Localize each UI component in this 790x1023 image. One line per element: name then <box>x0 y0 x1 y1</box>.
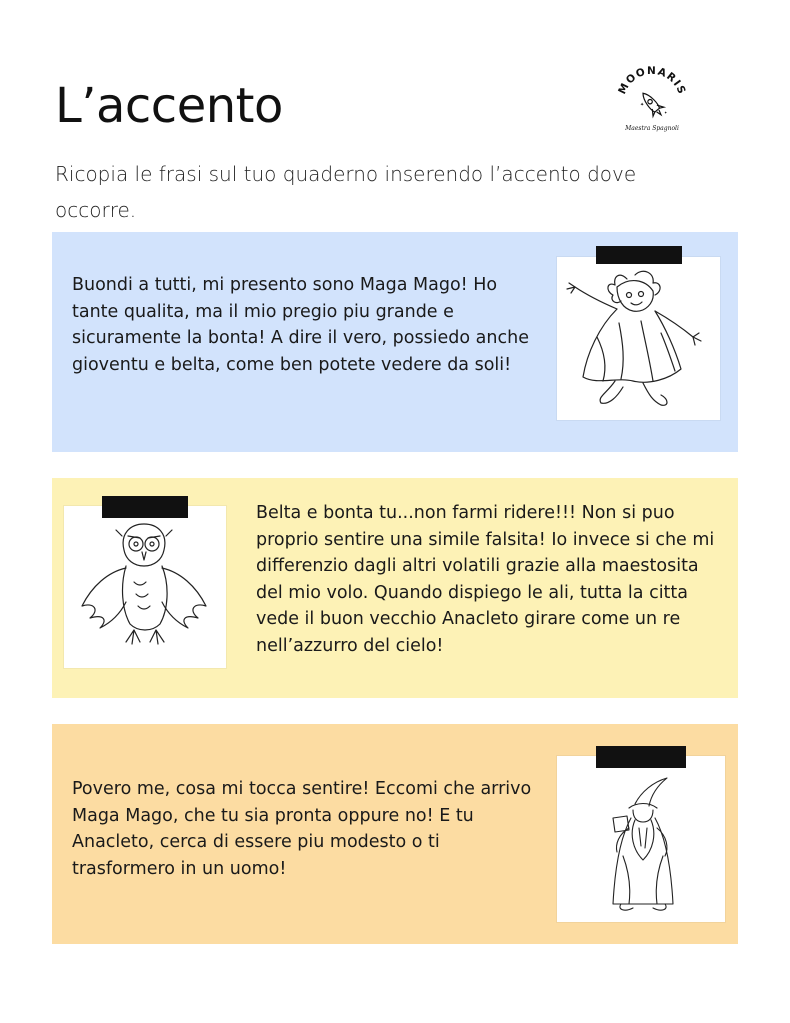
svg-text:✦: ✦ <box>640 102 645 108</box>
exercise-text-2: Belta e bonta tu...non farmi ridere!!! Non si puo proprio sentire una simile falsita! Io invece si che mi differenzio dagli altri volatili grazie alla maestosita del mio volo. Quando dispiego le ali, tutta la citta vede il buon vecchio Anacleto girare come un re nell’azzurro del cielo! <box>256 503 715 656</box>
tape-strip <box>596 246 682 264</box>
exercise-card-3 <box>52 724 738 944</box>
tape-strip <box>102 496 188 518</box>
moonaris-logo <box>612 62 692 134</box>
exercise-text-1: Buondi a tutti, mi presento sono Maga Mago! Ho tante qualita, ma il mio pregio piu grande e sicuramente la bonta! A dire il vero, possiedo anche gioventu e belta, come ben potete vedere da soli! <box>72 275 529 375</box>
svg-text:MOONARIS <box>616 65 688 97</box>
exercise-text-3: Povero me, cosa mi tocca sentire! Eccomi che arrivo Maga Mago, che tu sia pronta oppure no! E tu Anacleto, cerca di essere piu modesto o ti trasformero in un uomo! <box>72 779 532 879</box>
owl-illustration <box>64 506 226 668</box>
instructions-text: Ricopia le frasi sul tuo quaderno inserendo l’accento dove occorre. <box>55 162 637 222</box>
logo-brand: MOONARIS <box>616 64 688 97</box>
witch-illustration <box>557 257 720 420</box>
wizard-illustration <box>557 756 725 922</box>
exercise-card-1 <box>52 232 738 452</box>
page-title: L’accento <box>55 78 283 134</box>
exercise-card-2 <box>52 478 738 698</box>
svg-text:✦: ✦ <box>664 110 668 115</box>
tape-strip <box>596 746 686 768</box>
logo-tagline: Maestra Spagnoli <box>625 125 679 132</box>
